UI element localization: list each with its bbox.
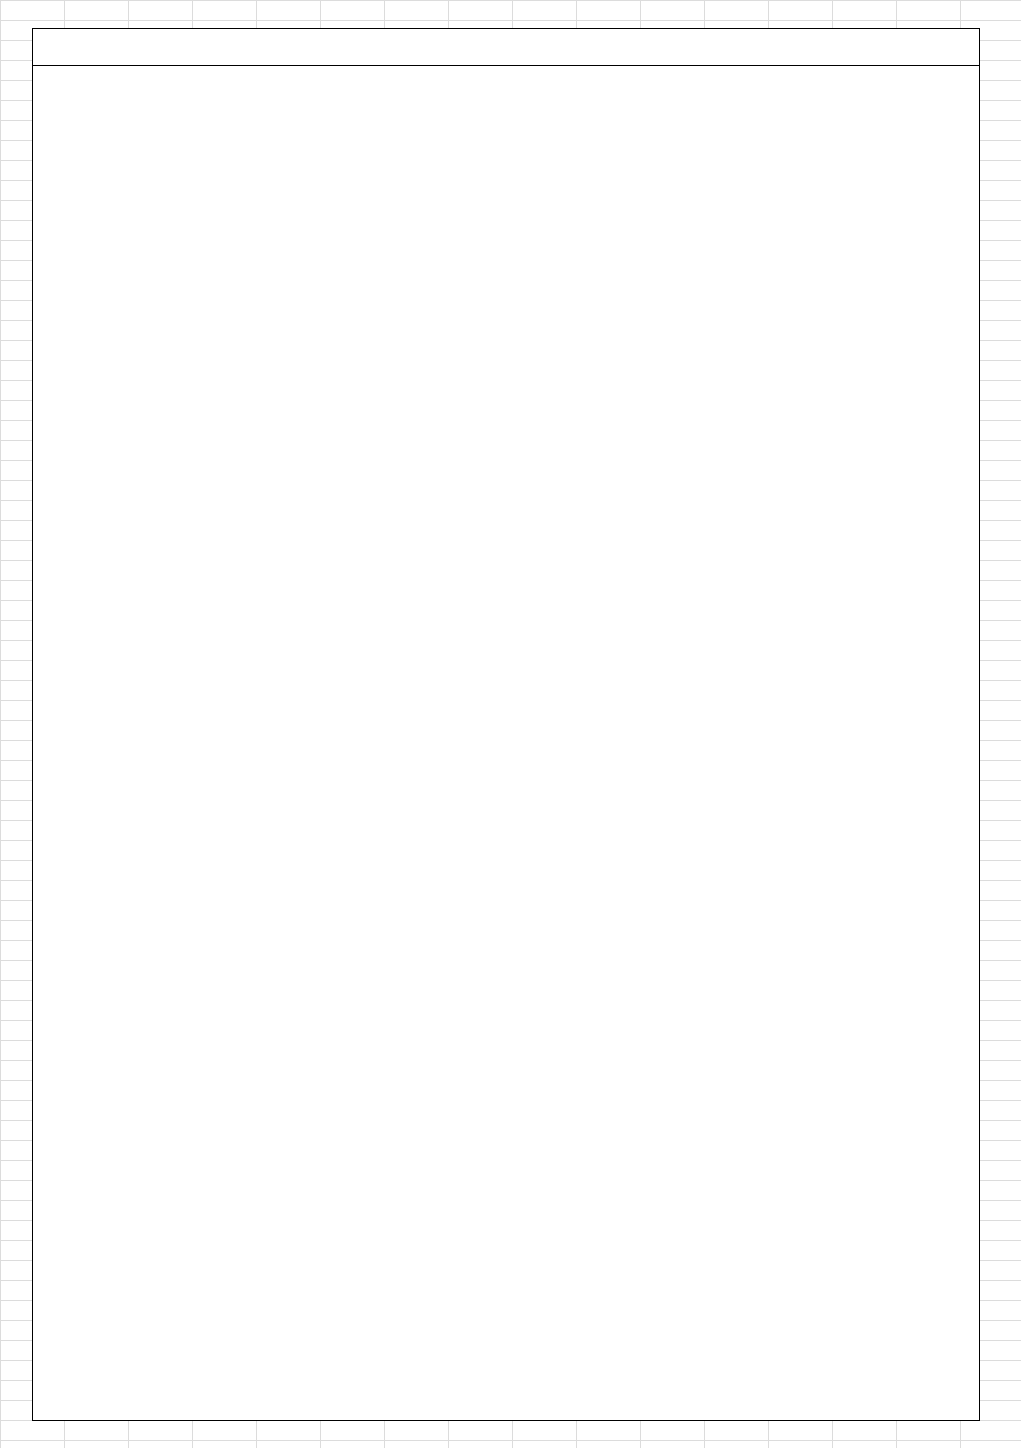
page-title xyxy=(33,29,979,66)
program-sheet xyxy=(32,28,980,1421)
